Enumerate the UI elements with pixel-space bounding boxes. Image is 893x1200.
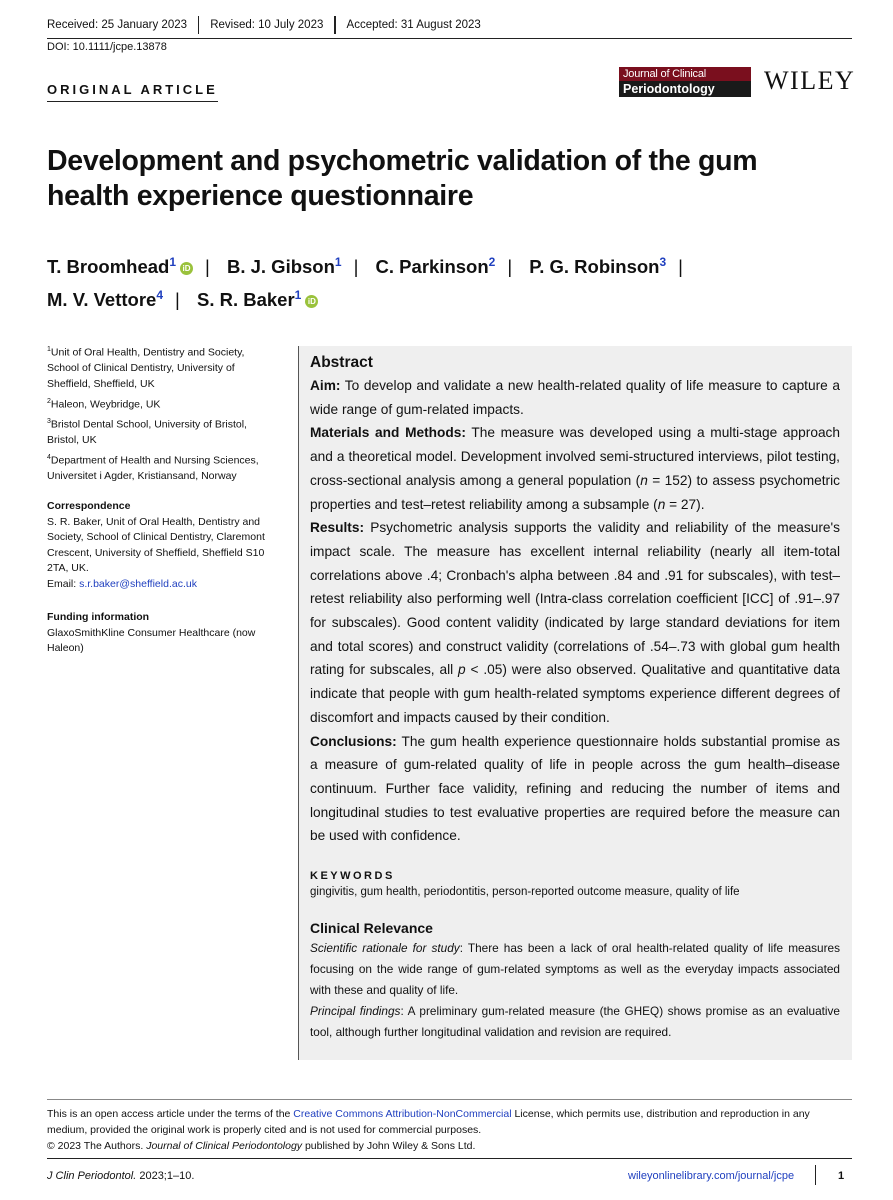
affiliation: $^1$Unit of Oral Health, Dentistry and Society, School of Clinical Dentistry, University of Sheffield, Sheffield, UK [47, 346, 245, 390]
citation: J Clin Periodontol. 2023;1–10. [47, 1170, 195, 1182]
abstract-heading: Abstract [310, 354, 373, 371]
author[interactable]: B. J. Gibson$^1$ [226, 255, 342, 278]
journal-logo[interactable] [619, 67, 751, 97]
author-list [47, 248, 827, 314]
affiliation-ref[interactable]: 2 [488, 255, 496, 269]
clinical-rationale: Scientific rationale for study: There has been a lack of oral health-related quality of life measures focusing on the wide range of gum-related symptoms as well as the everyday impacts associated with these and quality of life. [310, 941, 840, 998]
journal-logo-top: Journal of Clinical [619, 67, 751, 81]
abstract-methods: Materials and Methods: The measure was developed using a multi-stage approach and a theoretical model. Development involved semi-structured interviews, pilot testing, cross-sectional analysis among a general population (n = 152) to assess psychometric properties and test–retest reliability among a subsample (n = 27). [310, 425, 841, 512]
article-title: Development and psychometric validation of the gum health experience questionnaire [47, 145, 758, 212]
date-divider [198, 16, 199, 34]
orcid-icon[interactable]: iD [305, 295, 318, 308]
author[interactable]: C. Parkinson$^2$ [375, 255, 496, 278]
header-rule [47, 38, 852, 39]
abstract-aim: Aim: To develop and validate a new health-related quality of life measure to capture a wide range of gum-related impacts. [310, 378, 840, 417]
author-divider: | [353, 256, 359, 278]
orcid-icon[interactable]: iD [180, 262, 193, 275]
abstract-conclusions: Conclusions: The gum health experience questionnaire holds substantial promise as a measure of gum-related quality of life in people across the gum health–disease continuum. Further face validity, refining and reducing the number of items and longitudinal studies to test evaluative properties are required before the measure can be used with confidence. [310, 733, 840, 844]
author[interactable]: S. R. Baker$^1$ [196, 288, 302, 311]
keywords: gingivitis, gum health, periodontitis, person-reported outcome measure, quality of life [310, 886, 740, 899]
author[interactable]: M. V. Vettore$^4$ [47, 288, 164, 311]
author[interactable]: P. G. Robinson$^3$ [529, 255, 667, 278]
author-divider: | [678, 256, 683, 278]
license-line: This is an open access article under the terms of the Creative Commons Attribution-NonCommercial License, which permits use, distribution and reproduction in any medium, provided the original work is properly cited and is not used for commercial purposes. [47, 1108, 810, 1136]
author-divider: | [507, 256, 513, 278]
article-dates [47, 16, 481, 34]
journal-url-link[interactable]: wileyonlinelibrary.com/journal/jcpe [628, 1170, 795, 1182]
email-link[interactable]: s.r.baker@sheffield.ac.uk [79, 577, 197, 590]
doi[interactable]: DOI: 10.1111/jcpe.13878 [47, 41, 167, 53]
affiliation: $^3$Bristol Dental School, University of Bristol, Bristol, UK [47, 418, 247, 446]
correspondence [47, 499, 273, 592]
abstract-box [298, 346, 852, 1060]
affiliation-ref[interactable]: 1 [334, 255, 342, 269]
date-divider [334, 16, 335, 34]
affiliation-ref[interactable]: 1 [294, 288, 302, 303]
affiliation-ref[interactable]: 4 [156, 288, 164, 303]
funding-heading: Funding information [47, 611, 150, 623]
funding-text: GlaxoSmithKline Consumer Healthcare (now Haleon) [47, 626, 256, 654]
keywords-heading: KEYWORDS [310, 870, 395, 883]
correspondence-text: S. R. Baker, Unit of Oral Health, Dentistry and Society, School of Clinical Dentistry, Claremont Crescent, University of Sheffield, Sheffield S10 2TA, UK. [47, 515, 265, 574]
affiliation: $^4$Department of Health and Nursing Sciences, Universitet i Agder, Kristiansand, Norway [47, 454, 259, 482]
author[interactable]: T. Broomhead$^1$ [47, 255, 177, 278]
license-rule [47, 1099, 852, 1100]
copyright-line: © 2023 The Authors. Journal of Clinical Periodontology published by John Wiley & Sons Ltd. [47, 1140, 476, 1152]
abstract-results: Results: Psychometric analysis supports the validity and reliability of the measure's impact scale. The measure has excellent internal reliability (nearly all item-total correlations above .4; Cronbach's alpha between .84 and .91 for subscales), with test–retest reliability also performing well (Intra-class correlation coefficient [ICC] of .91–.97 for subscales). Good content validity (indicated by large standard deviations for item and total scores) and construct validity (correlations of .54–.73 with global gum health rating for subscales, all p < .05) were also observed. Qualitative and quantitative data indicate that people with gum health-related symptoms experience different degrees of discomfort and impacts caused by their condition. [310, 520, 840, 725]
affiliation-ref[interactable]: 3 [659, 255, 667, 269]
email-line: Email: s.r.baker@sheffield.ac.uk [47, 577, 197, 590]
revised-date: Revised: 10 July 2023 [210, 19, 324, 31]
section-label: ORIGINAL ARTICLE [47, 82, 218, 102]
license-notice [47, 1106, 852, 1154]
affiliation-ref[interactable]: 1 [169, 255, 177, 269]
clinical-relevance-heading: Clinical Relevance [310, 920, 433, 937]
publisher-logo[interactable]: WILEY [764, 66, 856, 95]
accepted-date: Accepted: 31 August 2023 [346, 19, 481, 31]
funding [47, 610, 273, 657]
affiliation: $^2$Haleon, Weybridge, UK [47, 398, 161, 411]
footer-rule [47, 1158, 852, 1159]
clinical-findings: Principal findings: A preliminary gum-related measure (the GHEQ) shows promise as an evaluative tool, although further longitudinal validation and revision are required. [310, 1004, 840, 1040]
correspondence-heading: Correspondence [47, 500, 131, 512]
cc-license-link[interactable]: Creative Commons Attribution-NonCommercial [293, 1108, 512, 1120]
journal-logo-bottom: Periodontology [619, 81, 751, 97]
footer-divider [815, 1165, 816, 1185]
received-date: Received: 25 January 2023 [47, 19, 188, 31]
author-divider: | [205, 256, 210, 278]
author-divider: | [175, 289, 180, 311]
page-number: 1 [838, 1170, 845, 1182]
